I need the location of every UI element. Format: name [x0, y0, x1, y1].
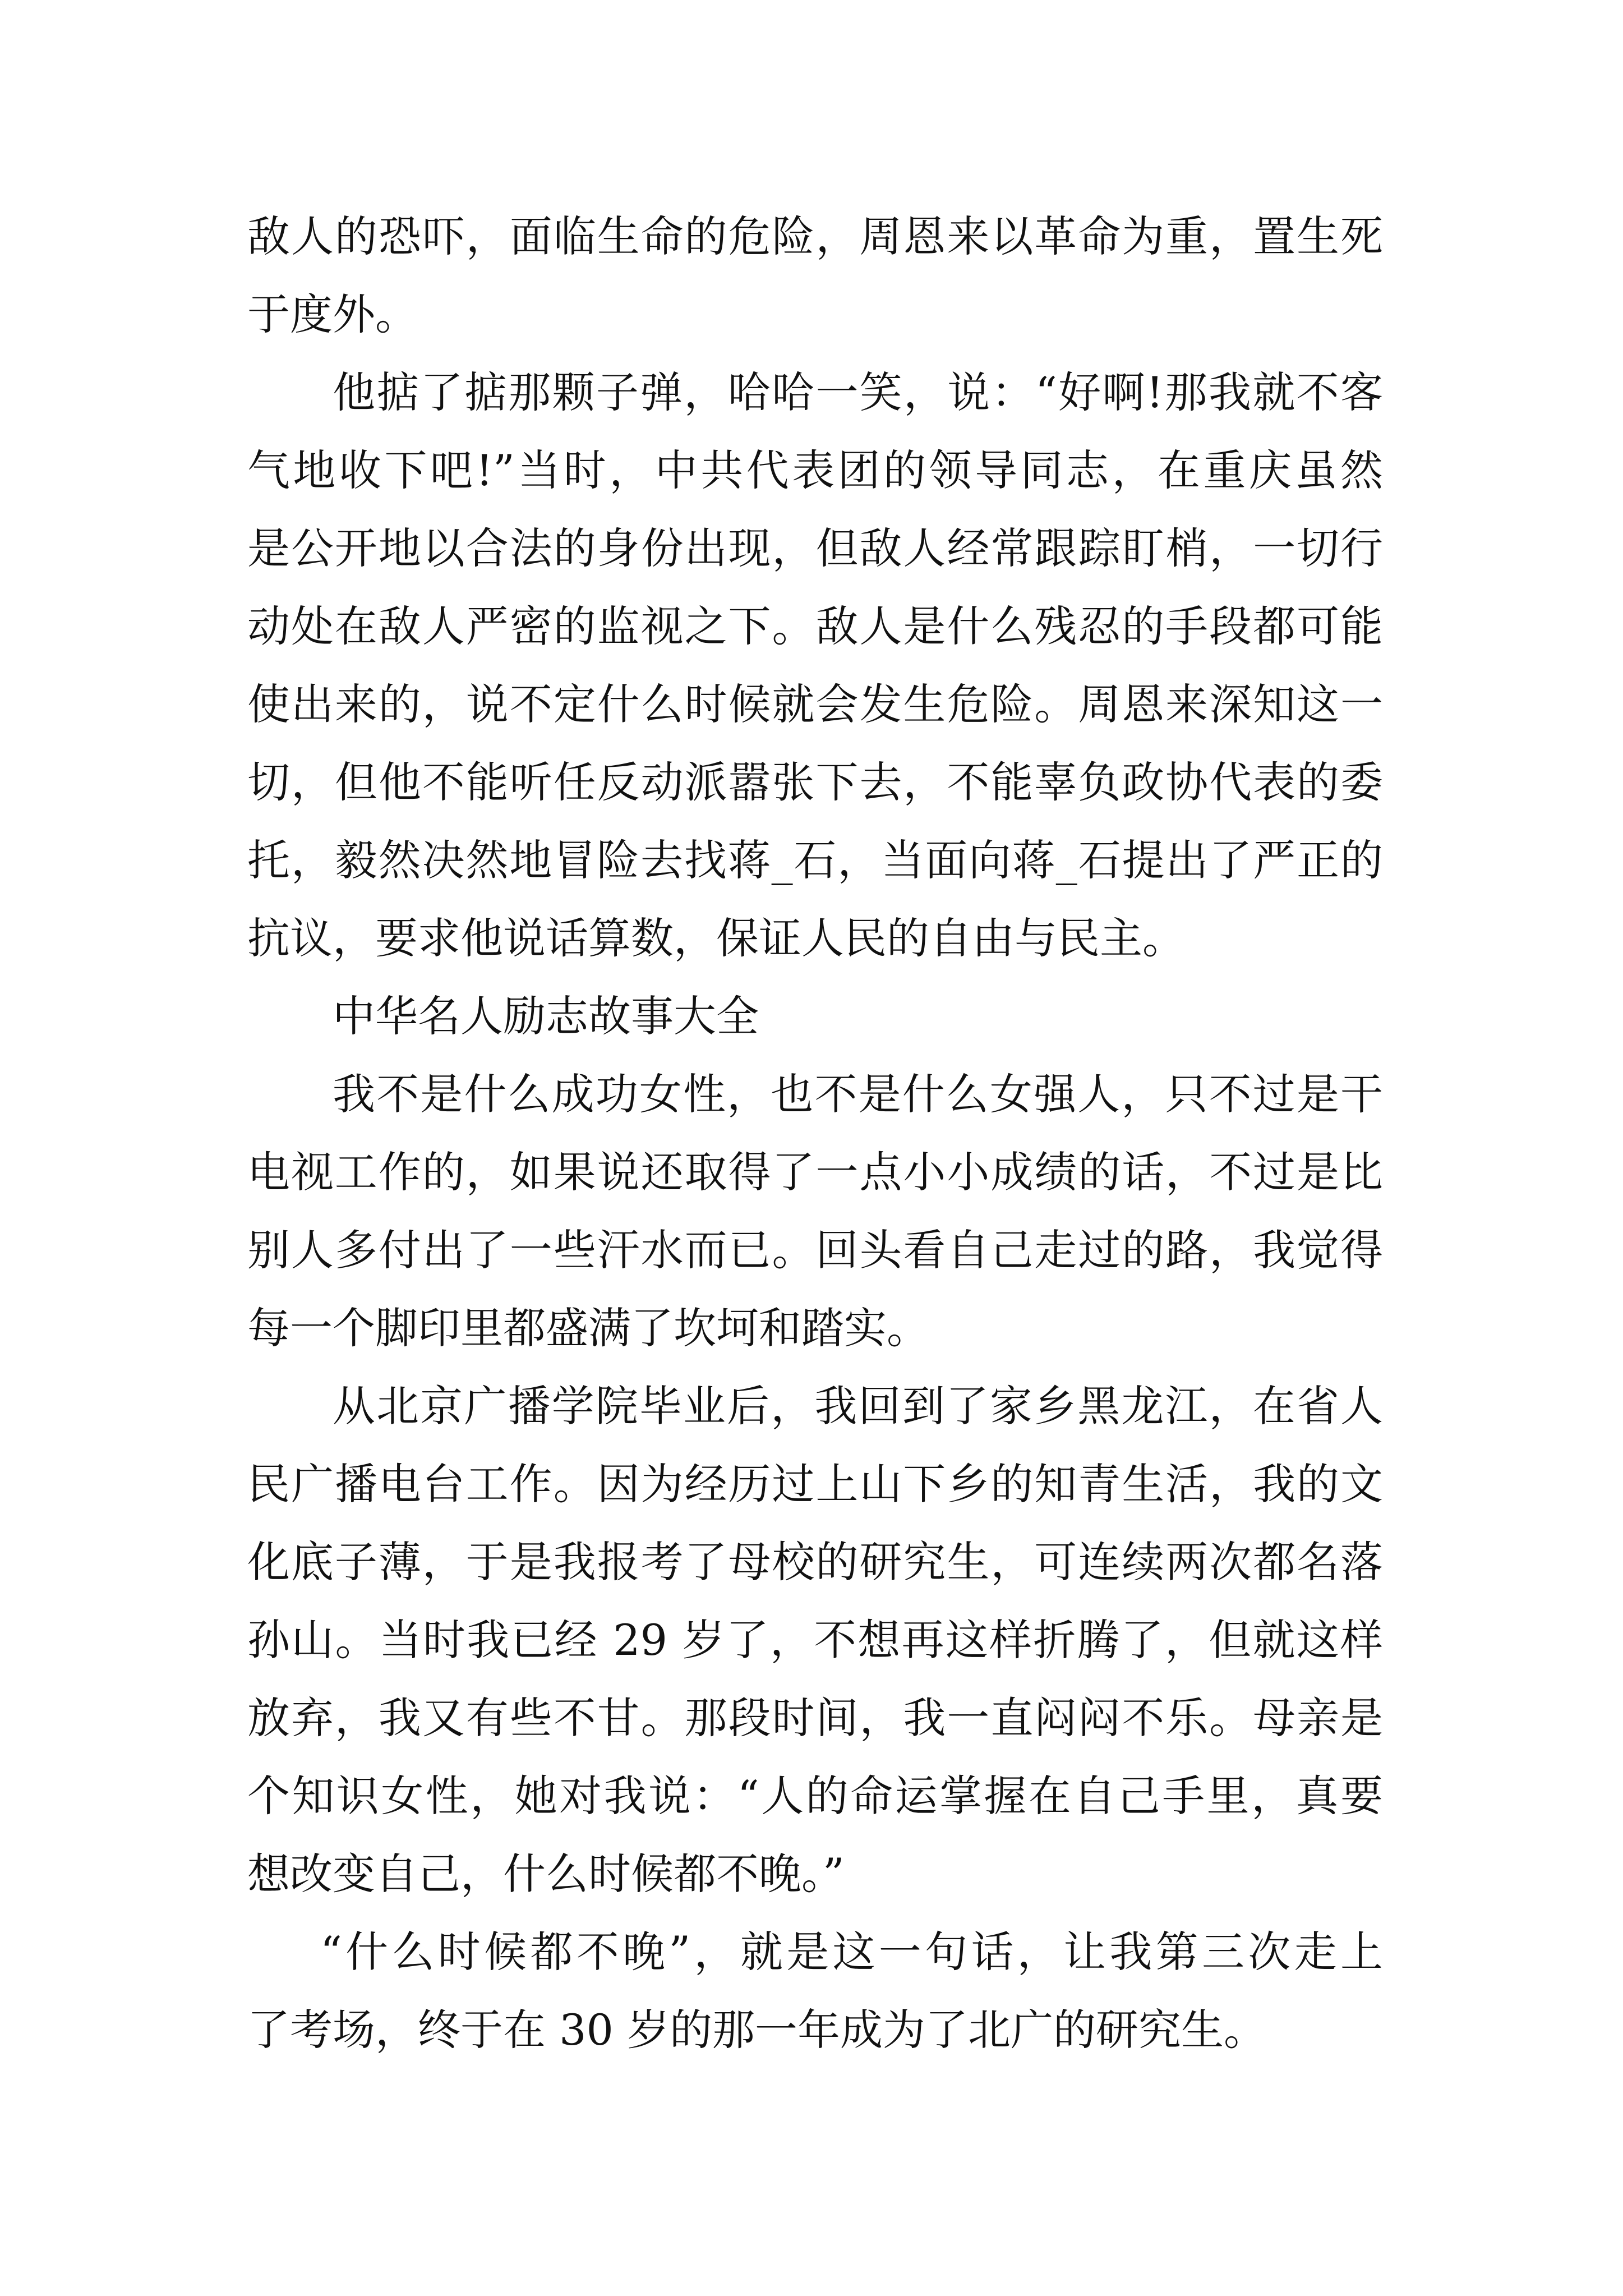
paragraph-line: 电视工作的，如果说还取得了一点小小成绩的话，不过是比 — [247, 1147, 1383, 1197]
paragraph-line: 想改变自己，什么时候都不晚。” — [247, 1849, 845, 1899]
paragraph-line: 气地收下吧!”当时，中共代表团的领导同志，在重庆虽然 — [247, 445, 1383, 495]
paragraph-line: 敌人的恐吓，面临生命的危险，周恩来以革命为重，置生死 — [247, 211, 1383, 261]
paragraph-line: 他掂了掂那颗子弹，哈哈一笑，说：“好啊!那我就不客 — [333, 367, 1383, 417]
paragraph-line: 切，但他不能听任反动派嚣张下去，不能辜负政协代表的委 — [247, 757, 1383, 807]
paragraph-line: 了考场，终于在 30 岁的那一年成为了北广的研究生。 — [247, 2005, 1267, 2055]
section-heading: 中华名人励志故事大全 — [333, 991, 759, 1041]
document-body — [247, 197, 1383, 2069]
paragraph-line: 我不是什么成功女性，也不是什么女强人，只不过是干 — [333, 1069, 1383, 1119]
paragraph-line: 使出来的，说不定什么时候就会发生危险。周恩来深知这一 — [247, 679, 1383, 729]
paragraph-line: 个知识女性，她对我说：“人的命运掌握在自己手里，真要 — [247, 1771, 1383, 1821]
paragraph-line: 动处在敌人严密的监视之下。敌人是什么残忍的手段都可能 — [247, 601, 1383, 651]
paragraph-line: 抗议，要求他说话算数，保证人民的自由与民主。 — [247, 913, 1185, 963]
paragraph-line: 化底子薄，于是我报考了母校的研究生，可连续两次都名落 — [247, 1537, 1383, 1587]
paragraph-line: 民广播电台工作。因为经历过上山下乡的知青生活，我的文 — [247, 1459, 1383, 1509]
paragraph-line: “什么时候都不晚”，就是这一句话，让我第三次走上 — [320, 1927, 1383, 1977]
paragraph-line: 孙山。当时我已经 29 岁了，不想再这样折腾了，但就这样 — [247, 1615, 1383, 1665]
paragraph-line: 放弃，我又有些不甘。那段时间，我一直闷闷不乐。母亲是 — [247, 1693, 1383, 1743]
paragraph-line: 从北京广播学院毕业后，我回到了家乡黑龙江，在省人 — [333, 1381, 1383, 1431]
paragraph-line: 托，毅然决然地冒险去找蒋_石，当面向蒋_石提出了严正的 — [247, 835, 1383, 885]
paragraph-line: 于度外。 — [247, 289, 418, 339]
paragraph-line: 是公开地以合法的身份出现，但敌人经常跟踪盯梢，一切行 — [247, 523, 1383, 573]
paragraph-line: 别人多付出了一些汗水而已。回头看自己走过的路，我觉得 — [247, 1225, 1383, 1275]
paragraph-line: 每一个脚印里都盛满了坎坷和踏实。 — [247, 1303, 929, 1353]
